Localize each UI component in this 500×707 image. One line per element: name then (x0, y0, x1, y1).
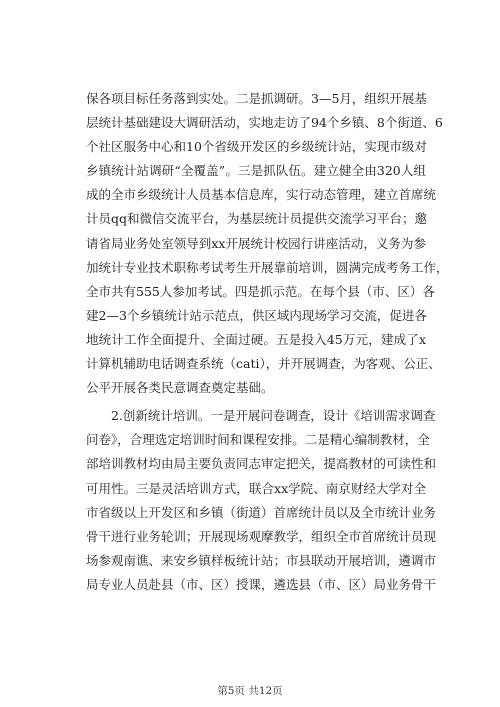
text-line: 计员qq和微信交流平台，为基层统计员提供交流学习平台；邀 (86, 211, 428, 227)
text-line: 骨干进行业务轮训；开展现场观摩教学，组织全市首席统计员现 (86, 528, 437, 544)
text-line: 个社区服务中心和10个省级开发区的乡级统计站，实现市级对 (86, 139, 427, 155)
paragraph-2 (86, 404, 437, 597)
body-text (86, 87, 449, 597)
text-line: 2.创新统计培训。一是开展问卷调查，设计《培训需求调查 (86, 408, 436, 424)
text-line: 部培训教材均由局主要负责同志审定把关，提高教材的可读性和 (86, 456, 437, 472)
page-number-footer: 第5页 共12页 (217, 685, 283, 697)
text-line: 乡镇统计站调研“全覆盖”。三是抓队伍。建立健全由320人组 (86, 163, 426, 179)
text-line: 局专业人员赴县（市、区）授课，遴选县（市、区）局业务骨干 (86, 576, 437, 592)
text-line: 问卷》，合理选定培训时间和课程安排。二是精心编制教材，全 (86, 432, 430, 448)
text-line: 全市共有555人参加考试。四是抓示范。在每个县（市、区）各 (86, 283, 435, 299)
text-line: 公平开展各类民意调查奠定基础。 (86, 380, 274, 396)
text-line: 市省级以上开发区和乡镇（街道）首席统计员以及全市统计业务 (86, 504, 437, 520)
text-line: 地统计工作全面提升、全面过硬。五是投入45万元，建成了x (86, 331, 426, 347)
text-line: 层统计基础建设大调研活动，实地走访了94个乡镇、8个街道、6 (86, 115, 443, 131)
text-line: 场参观南谯、来安乡镇样板统计站；市县联动开展培训，遴调市 (86, 552, 437, 568)
text-line: 计算机辅助电话调查系统（cati），并开展调查，为客观、公正、 (86, 356, 441, 372)
text-line: 加统计专业技术职称考试考生开展靠前培训，圆满完成考务工作， (86, 259, 449, 275)
text-line: 建2—3个乡镇统计站示范点，供区域内现场学习交流，促进各 (86, 307, 427, 323)
paragraph-1 (86, 87, 449, 400)
text-line: 请省局业务处室领导到xx开展统计校园行讲座活动，义务为参 (86, 235, 426, 251)
text-line: 保各项目标任务落到实处。二是抓调研。3—5月，组织开展基 (86, 91, 427, 106)
text-line: 可用性。三是灵活培训方式，联合xx学院、南京财经大学对全 (86, 480, 426, 496)
text-line: 成的全市乡级统计人员基本信息库，实行动态管理，建立首席统 (86, 187, 437, 203)
